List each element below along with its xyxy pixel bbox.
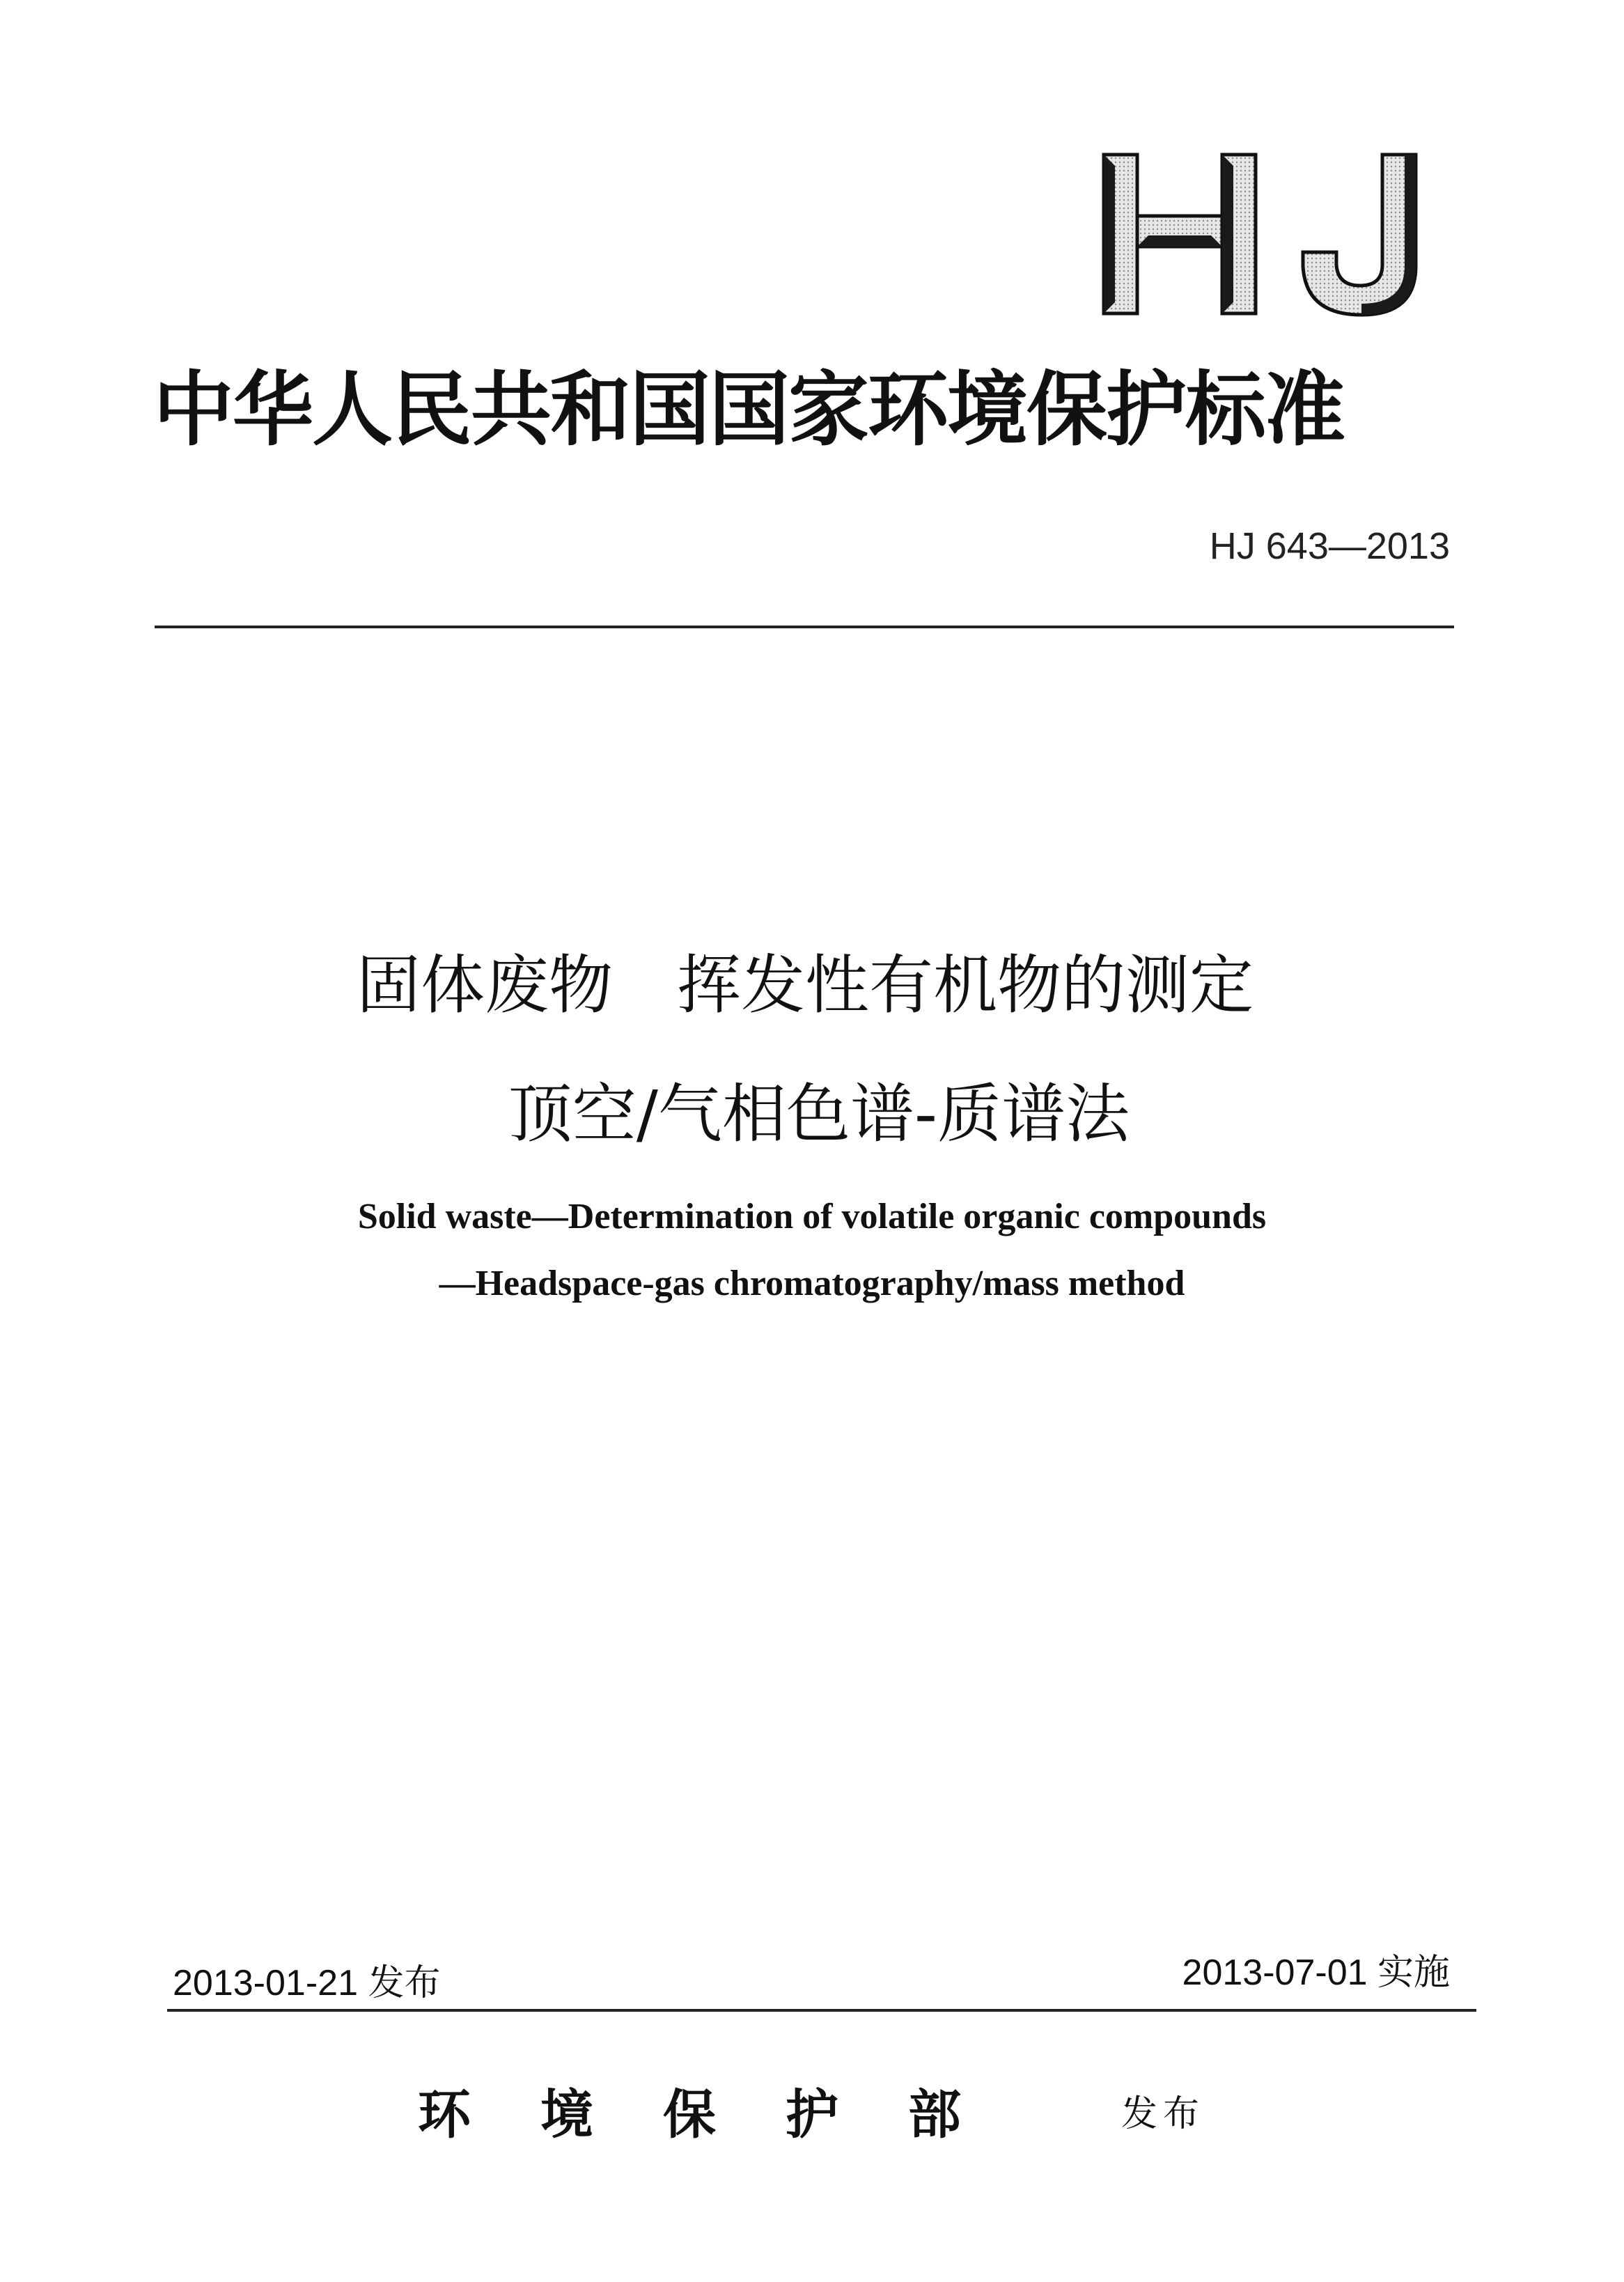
divider-top — [155, 626, 1454, 628]
logo-letter-h — [1104, 155, 1256, 313]
document-title-en-line1: Solid waste—Determination of volatile organic compounds — [357, 1197, 1267, 1236]
issue-date: 2013-01-21 发布 — [173, 1963, 441, 2003]
publisher-name: 环境保护部 — [418, 2083, 1031, 2145]
document-title-zh-line1: 固体废物 挥发性有机物的测定 — [356, 948, 1254, 1023]
document-title-zh-line2: 顶空/气相色谱-质谱法 — [508, 1077, 1130, 1151]
publisher-action: 发布 — [1121, 2093, 1205, 2135]
standard-code: HJ 643—2013 — [1209, 525, 1450, 567]
implementation-date: 2013-07-01 实施 — [1182, 1953, 1450, 1993]
document-title-en-line2: —Headspace-gas chromatography/mass method — [439, 1264, 1185, 1303]
divider-bottom — [167, 2009, 1476, 2012]
standard-title: 中华人民共和国国家环境保护标准 — [153, 362, 1344, 457]
hj-logo — [1097, 148, 1428, 322]
logo-letter-j — [1303, 155, 1416, 315]
